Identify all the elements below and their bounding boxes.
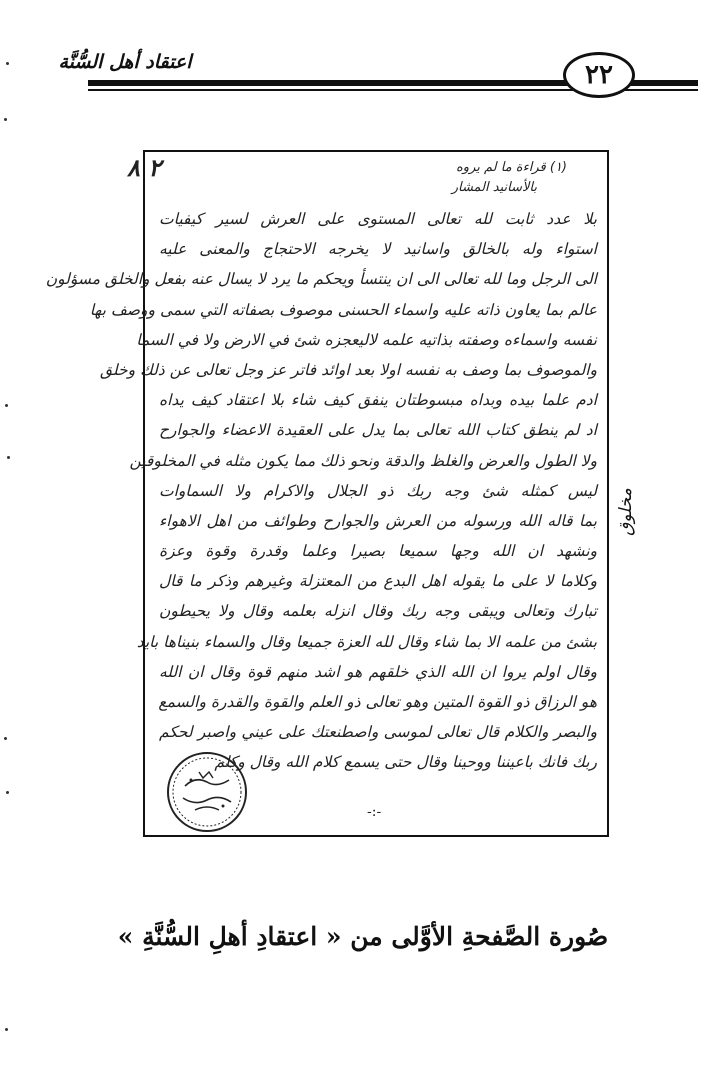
manuscript-line: وقال اولم يروا ان الله الذي خلقهم هو اشد منهم قوة وقال ان الله <box>159 662 597 681</box>
scan-speck <box>4 737 7 740</box>
scan-speck <box>4 118 7 121</box>
manuscript-line: والبصر والكلام قال تعالى لموسى واصطنعتك على عيني واصبر لحكم <box>159 723 597 742</box>
manuscript-line: اد لم ينطق كتاب الله تعالى بما يدل على العقيدة الاعضاء والجوارح <box>159 421 597 440</box>
header-title: اعتقاد أهل السُّنَّة <box>58 51 192 73</box>
manuscript-image <box>45 150 609 837</box>
manuscript-line: وكلاما لا على ما يقوله اهل البدع من المعتزلة وغيرهم وذكر ما قال <box>159 572 597 591</box>
page-number: ٢٢ <box>563 52 635 98</box>
manuscript-line: ولا الطول والعرض والغلظ والدقة ونحو ذلك مما يكون مثله في المخلوقين <box>129 451 597 470</box>
margin-note <box>610 478 670 558</box>
manuscript-line: هو الرزاق ذو القوة المتين وهو تعالى ذو العلم والقوة والقدرة والسمع <box>158 693 597 711</box>
manuscript-line: عالم بما يعاون ذاته عليه واسماء الحسنى موصوف بصفاته التي سمى ووصف بها <box>89 300 597 319</box>
manuscript-line: بلا عدد ثابت لله تعالى المستوى على العرش لسير كيفيات <box>159 210 597 228</box>
manuscript-corner-number: ٢ ٨ <box>127 154 162 182</box>
manuscript-heading-line: بالأسانيد المشار <box>451 180 537 195</box>
manuscript-line: ليس كمثله شئ وجه ربك ذو الجلال والاكرام ولا السماوات <box>159 481 597 500</box>
scan-speck <box>6 791 9 794</box>
margin-note-text: مخلوق <box>615 488 636 536</box>
manuscript-line: ربك فانك باعيننا ووحينا وقال حتى يسمع كلام الله وقال وكلم <box>214 753 597 772</box>
manuscript-line: استواء وله بالخالق واسانيد لا يخرجه الاحتجاج والمعنى عليه <box>159 240 597 259</box>
manuscript-line: ادم علما بيده وبداه مبسوطتان ينفق كيف شاء بلا اعتقاد كيف يداه <box>159 391 597 410</box>
figure-caption: صُورة الصَّفحةِ الأوَّلى من « اعتقادِ أهلِ السُّنَّةِ » <box>117 922 609 951</box>
scan-speck <box>7 456 10 459</box>
manuscript-line: بما قاله الله ورسوله من العرش والجوارح وطوائف من اهل الاهواء <box>159 511 597 530</box>
scan-speck <box>5 404 8 407</box>
manuscript-line: بشئ من علمه الا بما شاء وقال لله العزة جميعا وقال والسماء بنيناها بايد <box>136 632 597 651</box>
scan-speck <box>5 1028 8 1031</box>
manuscript-text <box>45 204 597 778</box>
manuscript-line: والموصوف بما وصف به نفسه اولا بعد اوائد فاتر عز وجل تعالى عن ذلك وخلق <box>99 360 597 379</box>
library-seal <box>165 750 249 834</box>
scan-speck <box>6 62 9 65</box>
manuscript-end-mark: -:- <box>367 804 382 820</box>
manuscript-heading <box>127 154 567 198</box>
manuscript-heading-line: (١) قراءة ما لم يروه <box>455 160 567 175</box>
manuscript-line: الى الرجل وما لله تعالى الى ان ينتسأ ويحكم ما يرد لا يسال عنه بفعل والخلق مسؤلون <box>45 270 597 289</box>
manuscript-line: ونشهد ان الله وجها سميعا بصيرا وعلما وقدرة وقوة وعزة <box>159 542 597 561</box>
manuscript-line: نفسه واسماءه وصفته بذاتيه علمه لاليعجزه شئ في الارض ولا في السما <box>136 330 597 349</box>
manuscript-line: تبارك وتعالى ويبقى وجه ربك وقال انزله بعلمه وقال ولا يحيطون <box>159 602 597 621</box>
